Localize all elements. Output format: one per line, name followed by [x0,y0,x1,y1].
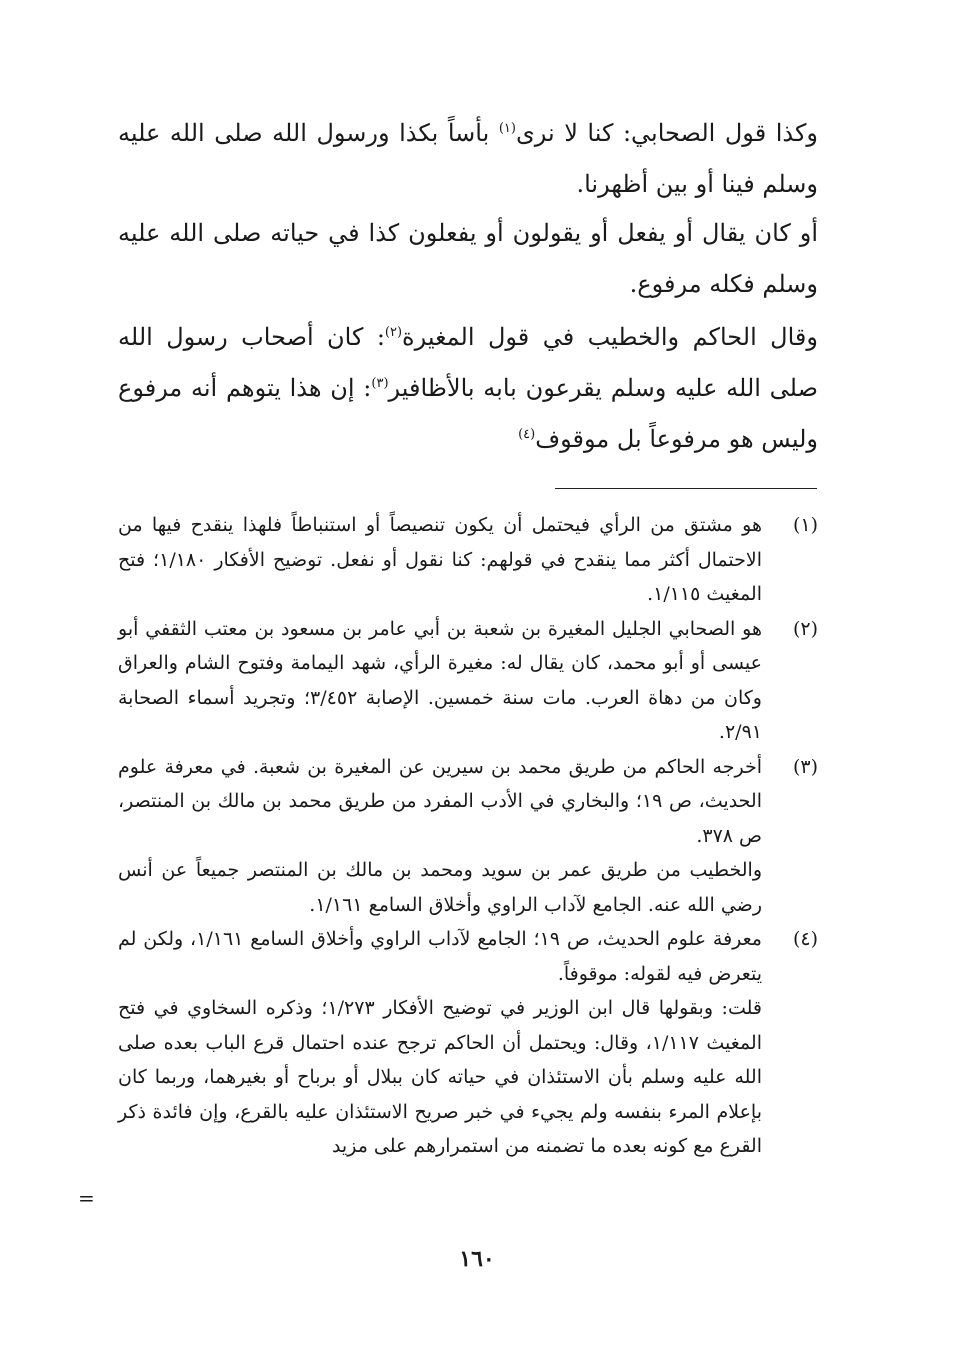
footnote-2 [118,612,818,750]
page-number: ١٦٠ [459,1246,495,1272]
body-paragraph-1 [118,108,818,210]
footnote-ref-2[interactable]: (٢) [384,325,403,340]
footnote-ref-4[interactable]: (٤) [518,427,536,442]
body-paragraph-3 [118,312,818,465]
footnote-3-continuation: والخطيب من طريق عمر بن سويد ومحمد بن مالك بن المنتصر جميعاً عن أنس رضي الله عنه. الجامع لآداب الراوي وأخلاق السامع ١/١٦١. [118,859,762,916]
footnote-3 [118,750,818,854]
paragraph-text: وقال الحاكم والخطيب في قول المغيرة [402,323,818,351]
footnote-4 [118,922,818,991]
paragraph-text: : إن هذا يتوهم أنه مرفوع وليس هو مرفوعاً بل موقوف [118,374,818,453]
footnote-separator [555,488,817,489]
footnote-number: (٤) [792,928,818,950]
footnote-text: هو مشتق من الرأي فيحتمل أن يكون تنصيصاً أو استنباطاً فلهذا ينقدح فيها من الاحتمال أكثر مما ينقدح في قولهم: كنا نقول أو نفعل. توضيح الأفكار ١/١٨٠؛ فتح المغيث ١/١١٥. [118,514,762,605]
footnotes-section [118,508,818,1164]
footnote-number: (٢) [792,617,818,640]
footnote-4-continuation: قلت: وبقولها قال ابن الوزير في توضيح الأفكار ١/٢٧٣؛ وذكره السخاوي في فتح المغيث ١/١١٧، وقال: ويحتمل أن الحاكم ترجح عنده احتمال قرع الباب بعده صلى الله عليه وسلم بأن الاستئذان في حياته كان ببلال أو برباح أو بغيرهما، وربما كان بإعلام المرء بنفسه ولم يجيء في خبر صريح الاستئذان عليه بالقرع، وإن فائدة ذكر القرع مع كونه بعده ما تضمنه من استمرارهم على مزيد [118,997,762,1157]
footnote-number: (٣) [792,755,818,778]
paragraph-text: : كان أصحاب رسول الله صلى الله عليه وسلم يقرعون بابه بالأظافير [118,323,818,402]
footnote-text: هو الصحابي الجليل المغيرة بن شعبة بن أبي عامر بن مسعود بن معتب الثقفي أبو عيسى أو أبو محمد، كان يقال له: مغيرة الرأي، شهد اليمامة وفتوح الشام والعراق وكان من دهاة العرب. مات سنة خمسين. الإصابة ٣/٤٥٢؛ وتجريد أسماء الصحابة ٢/٩١. [118,617,762,743]
footnote-ref-1[interactable]: (١) [498,121,516,136]
footnote-text: معرفة علوم الحديث، ص ١٩؛ الجامع لآداب الراوي وأخلاق السامع ١/١٦١، ولكن لم يتعرض فيه لقوله: موقوفاً. [118,928,762,985]
footnote-1 [118,508,818,612]
footnote-ref-3[interactable]: (٣) [371,376,389,391]
paragraph-text: وكذا قول الصحابي: كنا لا نرى [515,119,818,147]
footnote-text: أخرجه الحاكم من طريق محمد بن سيرين عن المغيرة بن شعبة. في معرفة علوم الحديث، ص ١٩؛ والبخاري في الأدب المفرد من طريق محمد بن مالك بن المنتصر، ص ٣٧٨. [118,755,762,847]
paragraph-text: بأساً بكذا ورسول الله صلى الله عليه وسلم فينا أو بين أظهرنا. [118,119,818,198]
body-paragraph-2: أو كان يقال أو يفعل أو يقولون أو يفعلون كذا في حياته صلى الله عليه وسلم فكله مرفوع. [118,219,818,298]
footnote-number: (١) [792,514,818,536]
continuation-mark: = [78,1186,95,1210]
